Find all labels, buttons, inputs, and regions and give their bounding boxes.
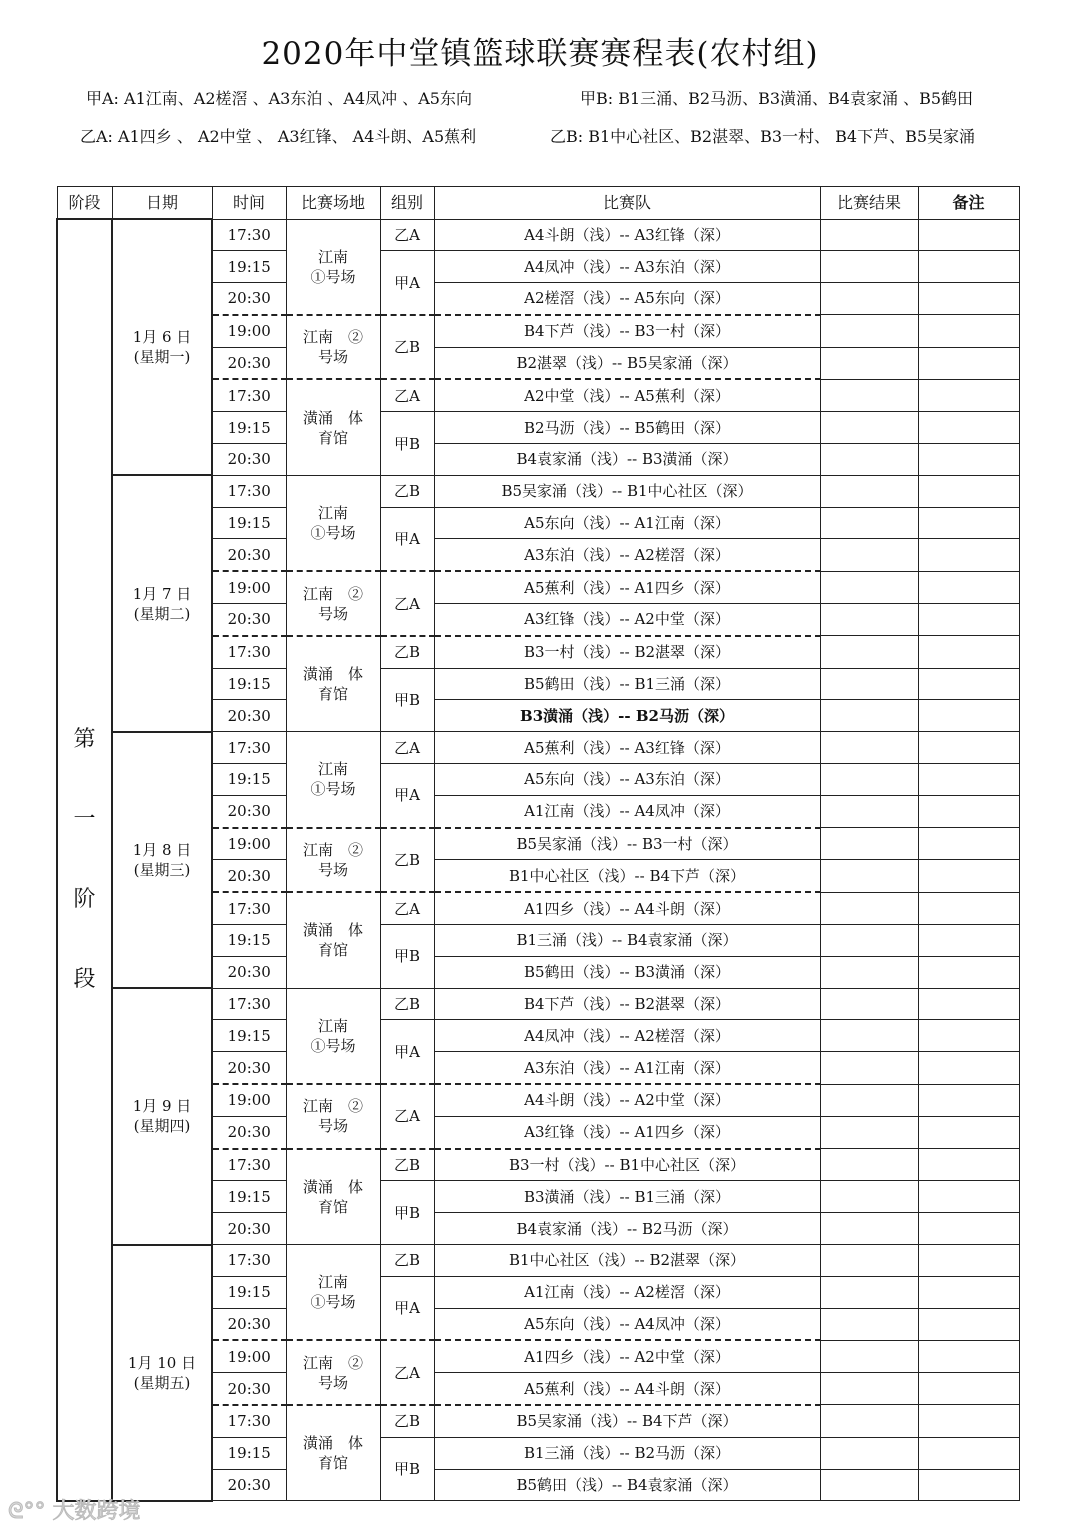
result-cell[interactable] (820, 1181, 918, 1213)
watermark-logo: ᘓ°° 大数跨境 (8, 1499, 141, 1524)
result-cell[interactable] (820, 283, 918, 315)
header-cell: 比赛队 (434, 187, 820, 220)
note-cell[interactable] (918, 379, 1019, 411)
note-cell[interactable] (918, 539, 1019, 571)
match-teams: B3潢涌（浅）-- B2马沥（深） (434, 700, 820, 732)
group-jia-b: 甲B: B1三涌、B2马沥、B3潢涌、B4袁家涌 、B5鹤田 (580, 89, 974, 108)
result-cell[interactable] (820, 1149, 918, 1181)
match-teams: B1中心社区（浅）-- B4下芦（深） (434, 860, 820, 892)
note-cell[interactable] (918, 1213, 1019, 1245)
time-cell: 17:30 (212, 892, 286, 924)
note-cell[interactable] (918, 795, 1019, 827)
time-cell: 19:15 (212, 1181, 286, 1213)
note-cell[interactable] (918, 860, 1019, 892)
match-teams: A4斗朗（浅）-- A3红锋（深） (434, 219, 820, 251)
venue-line: 潢涌 体 (302, 921, 363, 940)
time-cell: 19:15 (212, 1437, 286, 1469)
note-cell[interactable] (918, 956, 1019, 988)
venue-cell (286, 1245, 380, 1341)
note-cell[interactable] (918, 1340, 1019, 1372)
group-yi-b: 乙B: B1中心社区、B2湛翠、B3一村、 B4下芦、B5吴家涌 (550, 127, 976, 146)
group-cell: 乙B (380, 475, 434, 507)
result-cell[interactable] (820, 571, 918, 603)
match-teams: B3一村（浅）-- B2湛翠（深） (434, 636, 820, 668)
note-cell[interactable] (918, 1469, 1019, 1501)
time-cell: 17:30 (212, 1149, 286, 1181)
venue-line: 江南 ② (302, 840, 363, 859)
group-cell: 甲B (380, 668, 434, 732)
result-cell[interactable] (820, 1213, 918, 1245)
schedule-table (56, 186, 1020, 1502)
result-cell[interactable] (820, 668, 918, 700)
date-label: 1月 10 日 (127, 1353, 197, 1372)
weekday-label: (星期一) (133, 348, 191, 367)
match-teams: B5吴家涌（浅）-- B1中心社区（深） (434, 475, 820, 507)
group-cell: 乙B (380, 315, 434, 380)
date-cell (112, 732, 212, 988)
date-cell (112, 988, 212, 1244)
result-cell[interactable] (820, 1116, 918, 1148)
note-cell[interactable] (918, 1308, 1019, 1340)
result-cell[interactable] (820, 379, 918, 411)
time-cell: 19:15 (212, 1020, 286, 1052)
time-cell: 20:30 (212, 860, 286, 892)
result-cell[interactable] (820, 956, 918, 988)
time-cell: 17:30 (212, 636, 286, 668)
date-label: 1月 9 日 (132, 1097, 192, 1116)
venue-line: 江南 (317, 1273, 348, 1292)
venue-line: ①号场 (310, 780, 356, 799)
venue-line: 育馆 (317, 428, 348, 447)
group-cell: 乙A (380, 1084, 434, 1149)
result-cell[interactable] (820, 1340, 918, 1372)
venue-cell (286, 1084, 380, 1149)
result-cell[interactable] (820, 315, 918, 347)
result-cell[interactable] (820, 1437, 918, 1469)
match-teams: B5鹤田（浅）-- B3潢涌（深） (434, 956, 820, 988)
group-cell: 甲B (380, 1181, 434, 1245)
note-cell[interactable] (918, 1149, 1019, 1181)
venue-line: 潢涌 体 (302, 665, 363, 684)
group-jia-a: 甲A: A1江南、A2槎滘 、A3东泊 、A4凤冲 、A5东向 (86, 89, 472, 108)
group-cell: 乙A (380, 379, 434, 411)
time-cell: 19:15 (212, 668, 286, 700)
result-cell[interactable] (820, 475, 918, 507)
match-row (57, 219, 1019, 251)
time-cell: 20:30 (212, 1373, 286, 1405)
match-teams: A5蕉利（浅）-- A4斗朗（深） (434, 1373, 820, 1405)
venue-cell (286, 475, 380, 571)
note-cell[interactable] (918, 283, 1019, 315)
header-cell: 阶段 (57, 187, 112, 220)
header-cell: 时间 (212, 187, 286, 220)
note-cell[interactable] (918, 604, 1019, 636)
note-cell[interactable] (918, 636, 1019, 668)
note-cell[interactable] (918, 828, 1019, 860)
match-row (57, 1245, 1019, 1277)
result-cell[interactable] (820, 219, 918, 251)
note-cell[interactable] (918, 700, 1019, 732)
match-teams: B1三涌（浅）-- B2马沥（深） (434, 1437, 820, 1469)
time-cell: 19:00 (212, 1084, 286, 1116)
match-teams: A1江南（浅）-- A2槎滘（深） (434, 1276, 820, 1308)
time-cell: 20:30 (212, 539, 286, 571)
venue-cell (286, 988, 380, 1084)
note-cell[interactable] (918, 1437, 1019, 1469)
result-cell[interactable] (820, 764, 918, 796)
date-label: 1月 7 日 (132, 584, 192, 603)
result-cell[interactable] (820, 1020, 918, 1052)
match-teams: A3红锋（浅）-- A1四乡（深） (434, 1116, 820, 1148)
time-cell: 20:30 (212, 444, 286, 476)
venue-line: 江南 (317, 247, 348, 266)
match-teams: A3红锋（浅）-- A2中堂（深） (434, 604, 820, 636)
venue-line: ①号场 (310, 267, 356, 286)
weekday-label: (星期三) (133, 860, 191, 879)
match-teams: B5鹤田（浅）-- B4袁家涌（深） (434, 1469, 820, 1501)
group-cell: 乙B (380, 1149, 434, 1181)
header-cell: 比赛结果 (820, 187, 918, 220)
date-cell (112, 219, 212, 475)
group-cell: 甲B (380, 1437, 434, 1501)
venue-line: 育馆 (317, 1197, 348, 1216)
date-label: 1月 8 日 (132, 840, 192, 859)
note-cell[interactable] (918, 444, 1019, 476)
time-cell: 17:30 (212, 988, 286, 1020)
match-teams: B2马沥（浅）-- B5鹤田（深） (434, 412, 820, 444)
page-title: 2020年中堂镇篮球联赛赛程表(农村组) (261, 36, 819, 72)
venue-line: 江南 (317, 504, 348, 523)
time-cell: 17:30 (212, 379, 286, 411)
venue-line: 号场 (317, 1373, 348, 1392)
time-cell: 17:30 (212, 475, 286, 507)
date-label: 1月 6 日 (132, 328, 192, 347)
group-yi-a: 乙A: A1四乡 、 A2中堂 、 A3红锋、 A4斗朗、A5蕉利 (80, 127, 477, 146)
group-cell: 甲A (380, 1276, 434, 1340)
venue-line: 江南 ② (302, 1353, 363, 1372)
result-cell[interactable] (820, 347, 918, 379)
result-cell[interactable] (820, 1308, 918, 1340)
stage-char: 一 (73, 806, 96, 832)
venue-line: 江南 ② (302, 1097, 363, 1116)
result-cell[interactable] (820, 1405, 918, 1437)
note-cell[interactable] (918, 764, 1019, 796)
group-cell: 乙A (380, 732, 434, 764)
note-cell[interactable] (918, 251, 1019, 283)
result-cell[interactable] (820, 925, 918, 957)
venue-cell (286, 379, 380, 475)
time-cell: 20:30 (212, 283, 286, 315)
group-cell: 甲A (380, 251, 434, 315)
time-cell: 20:30 (212, 1116, 286, 1148)
group-cell: 乙B (380, 988, 434, 1020)
venue-cell (286, 892, 380, 988)
match-teams: A3东泊（浅）-- A2槎滘（深） (434, 539, 820, 571)
venue-line: 江南 (317, 760, 348, 779)
match-teams: A5东向（浅）-- A4凤冲（深） (434, 1308, 820, 1340)
note-cell[interactable] (918, 732, 1019, 764)
note-cell[interactable] (918, 1373, 1019, 1405)
venue-cell (286, 732, 380, 828)
match-row (57, 988, 1019, 1020)
time-cell: 17:30 (212, 1245, 286, 1277)
result-cell[interactable] (820, 988, 918, 1020)
match-teams: B5吴家涌（浅）-- B3一村（深） (434, 828, 820, 860)
stage-cell (57, 219, 112, 1501)
time-cell: 19:15 (212, 507, 286, 539)
result-cell[interactable] (820, 1469, 918, 1501)
note-cell[interactable] (918, 412, 1019, 444)
note-cell[interactable] (918, 988, 1019, 1020)
match-row (57, 732, 1019, 764)
venue-line: 潢涌 体 (302, 1177, 363, 1196)
match-teams: A2槎滘（浅）-- A5东向（深） (434, 283, 820, 315)
match-teams: A4凤冲（浅）-- A2槎滘（深） (434, 1020, 820, 1052)
note-cell[interactable] (918, 925, 1019, 957)
result-cell[interactable] (820, 507, 918, 539)
note-cell[interactable] (918, 1405, 1019, 1437)
venue-line: 号场 (317, 1117, 348, 1136)
note-cell[interactable] (918, 892, 1019, 924)
time-cell: 17:30 (212, 1405, 286, 1437)
match-teams: B3潢涌（浅）-- B1三涌（深） (434, 1181, 820, 1213)
header-cell: 组别 (380, 187, 434, 220)
venue-line: 育馆 (317, 685, 348, 704)
result-cell[interactable] (820, 700, 918, 732)
result-cell[interactable] (820, 1084, 918, 1116)
time-cell: 20:30 (212, 604, 286, 636)
result-cell[interactable] (820, 860, 918, 892)
result-cell[interactable] (820, 828, 918, 860)
result-cell[interactable] (820, 251, 918, 283)
match-teams: B3一村（浅）-- B1中心社区（深） (434, 1149, 820, 1181)
header-cell: 日期 (112, 187, 212, 220)
group-cell: 乙B (380, 636, 434, 668)
match-teams: A1江南（浅）-- A4凤冲（深） (434, 795, 820, 827)
header-cell: 备注 (918, 187, 1019, 220)
venue-line: ①号场 (310, 1036, 356, 1055)
time-cell: 20:30 (212, 347, 286, 379)
match-teams: B1三涌（浅）-- B4袁家涌（深） (434, 925, 820, 957)
time-cell: 19:00 (212, 1340, 286, 1372)
time-cell: 19:15 (212, 1276, 286, 1308)
match-teams: B2湛翠（浅）-- B5吴家涌（深） (434, 347, 820, 379)
venue-cell (286, 315, 380, 380)
match-teams: B5鹤田（浅）-- B1三涌（深） (434, 668, 820, 700)
venue-line: ①号场 (310, 524, 356, 543)
match-teams: A1四乡（浅）-- A4斗朗（深） (434, 892, 820, 924)
group-cell: 乙A (380, 892, 434, 924)
match-teams: B4袁家涌（浅）-- B3潢涌（深） (434, 444, 820, 476)
time-cell: 17:30 (212, 219, 286, 251)
result-cell[interactable] (820, 892, 918, 924)
date-cell (112, 1245, 212, 1501)
match-teams: B4下芦（浅）-- B3一村（深） (434, 315, 820, 347)
time-cell: 19:15 (212, 764, 286, 796)
stage-char: 段 (73, 966, 96, 992)
group-cell: 乙B (380, 828, 434, 893)
stage-char: 阶 (73, 886, 96, 912)
venue-line: 育馆 (317, 1454, 348, 1473)
header-row (57, 187, 1019, 220)
time-cell: 19:15 (212, 251, 286, 283)
time-cell: 19:15 (212, 412, 286, 444)
group-cell: 甲A (380, 764, 434, 828)
result-cell[interactable] (820, 1052, 918, 1084)
time-cell: 19:00 (212, 571, 286, 603)
venue-line: 号场 (317, 604, 348, 623)
venue-cell (286, 636, 380, 732)
result-cell[interactable] (820, 1245, 918, 1277)
result-cell[interactable] (820, 1276, 918, 1308)
group-cell: 乙A (380, 1340, 434, 1405)
result-cell[interactable] (820, 1373, 918, 1405)
group-cell: 乙A (380, 571, 434, 636)
match-teams: A4凤冲（浅）-- A3东泊（深） (434, 251, 820, 283)
venue-cell (286, 1340, 380, 1405)
venue-cell (286, 1405, 380, 1501)
match-teams: A1四乡（浅）-- A2中堂（深） (434, 1340, 820, 1372)
header-cell: 比赛场地 (286, 187, 380, 220)
result-cell[interactable] (820, 795, 918, 827)
venue-cell (286, 571, 380, 636)
venue-line: ①号场 (310, 1293, 356, 1312)
time-cell: 17:30 (212, 732, 286, 764)
note-cell[interactable] (918, 347, 1019, 379)
note-cell[interactable] (918, 668, 1019, 700)
weekday-label: (星期二) (133, 604, 191, 623)
venue-line: 育馆 (317, 941, 348, 960)
match-teams: A5蕉利（浅）-- A1四乡（深） (434, 571, 820, 603)
result-cell[interactable] (820, 539, 918, 571)
group-cell: 乙B (380, 1405, 434, 1437)
venue-line: 江南 ② (302, 328, 363, 347)
venue-line: 江南 (317, 1016, 348, 1035)
group-cell: 甲B (380, 925, 434, 989)
group-cell: 甲A (380, 1020, 434, 1084)
note-cell[interactable] (918, 1276, 1019, 1308)
match-teams: A3东泊（浅）-- A1江南（深） (434, 1052, 820, 1084)
group-cell: 甲B (380, 412, 434, 476)
result-cell[interactable] (820, 412, 918, 444)
group-cell: 甲A (380, 507, 434, 571)
time-cell: 19:00 (212, 828, 286, 860)
match-teams: B4袁家涌（浅）-- B2马沥（深） (434, 1213, 820, 1245)
note-cell[interactable] (918, 1052, 1019, 1084)
time-cell: 20:30 (212, 1308, 286, 1340)
time-cell: 19:15 (212, 925, 286, 957)
match-teams: A5东向（浅）-- A3东泊（深） (434, 764, 820, 796)
venue-line: 江南 ② (302, 584, 363, 603)
note-cell[interactable] (918, 571, 1019, 603)
weekday-label: (星期四) (133, 1117, 191, 1136)
match-row (57, 475, 1019, 507)
result-cell[interactable] (820, 732, 918, 764)
note-cell[interactable] (918, 1116, 1019, 1148)
note-cell[interactable] (918, 1020, 1019, 1052)
venue-line: 潢涌 体 (302, 1434, 363, 1453)
group-cell: 乙A (380, 219, 434, 251)
result-cell[interactable] (820, 636, 918, 668)
group-cell: 乙B (380, 1245, 434, 1277)
match-teams: A5东向（浅）-- A1江南（深） (434, 507, 820, 539)
time-cell: 20:30 (212, 1213, 286, 1245)
result-cell[interactable] (820, 444, 918, 476)
match-teams: A2中堂（浅）-- A5蕉利（深） (434, 379, 820, 411)
note-cell[interactable] (918, 1181, 1019, 1213)
time-cell: 19:00 (212, 315, 286, 347)
note-cell[interactable] (918, 315, 1019, 347)
time-cell: 20:30 (212, 1052, 286, 1084)
match-teams: B1中心社区（浅）-- B2湛翠（深） (434, 1245, 820, 1277)
date-cell (112, 475, 212, 731)
venue-cell (286, 828, 380, 893)
note-cell[interactable] (918, 475, 1019, 507)
stage-char: 第 (73, 726, 96, 752)
venue-cell (286, 1149, 380, 1245)
match-teams: B5吴家涌（浅）-- B4下芦（深） (434, 1405, 820, 1437)
note-cell[interactable] (918, 507, 1019, 539)
venue-line: 号场 (317, 860, 348, 879)
time-cell: 20:30 (212, 795, 286, 827)
venue-cell (286, 219, 380, 315)
note-cell[interactable] (918, 1245, 1019, 1277)
note-cell[interactable] (918, 219, 1019, 251)
time-cell: 20:30 (212, 956, 286, 988)
venue-line: 号场 (317, 348, 348, 367)
venue-line: 潢涌 体 (302, 408, 363, 427)
time-cell: 20:30 (212, 700, 286, 732)
note-cell[interactable] (918, 1084, 1019, 1116)
result-cell[interactable] (820, 604, 918, 636)
time-cell: 20:30 (212, 1469, 286, 1501)
match-teams: B4下芦（浅）-- B2湛翠（深） (434, 988, 820, 1020)
match-teams: A5蕉利（浅）-- A3红锋（深） (434, 732, 820, 764)
match-teams: A4斗朗（浅）-- A2中堂（深） (434, 1084, 820, 1116)
weekday-label: (星期五) (133, 1373, 191, 1392)
